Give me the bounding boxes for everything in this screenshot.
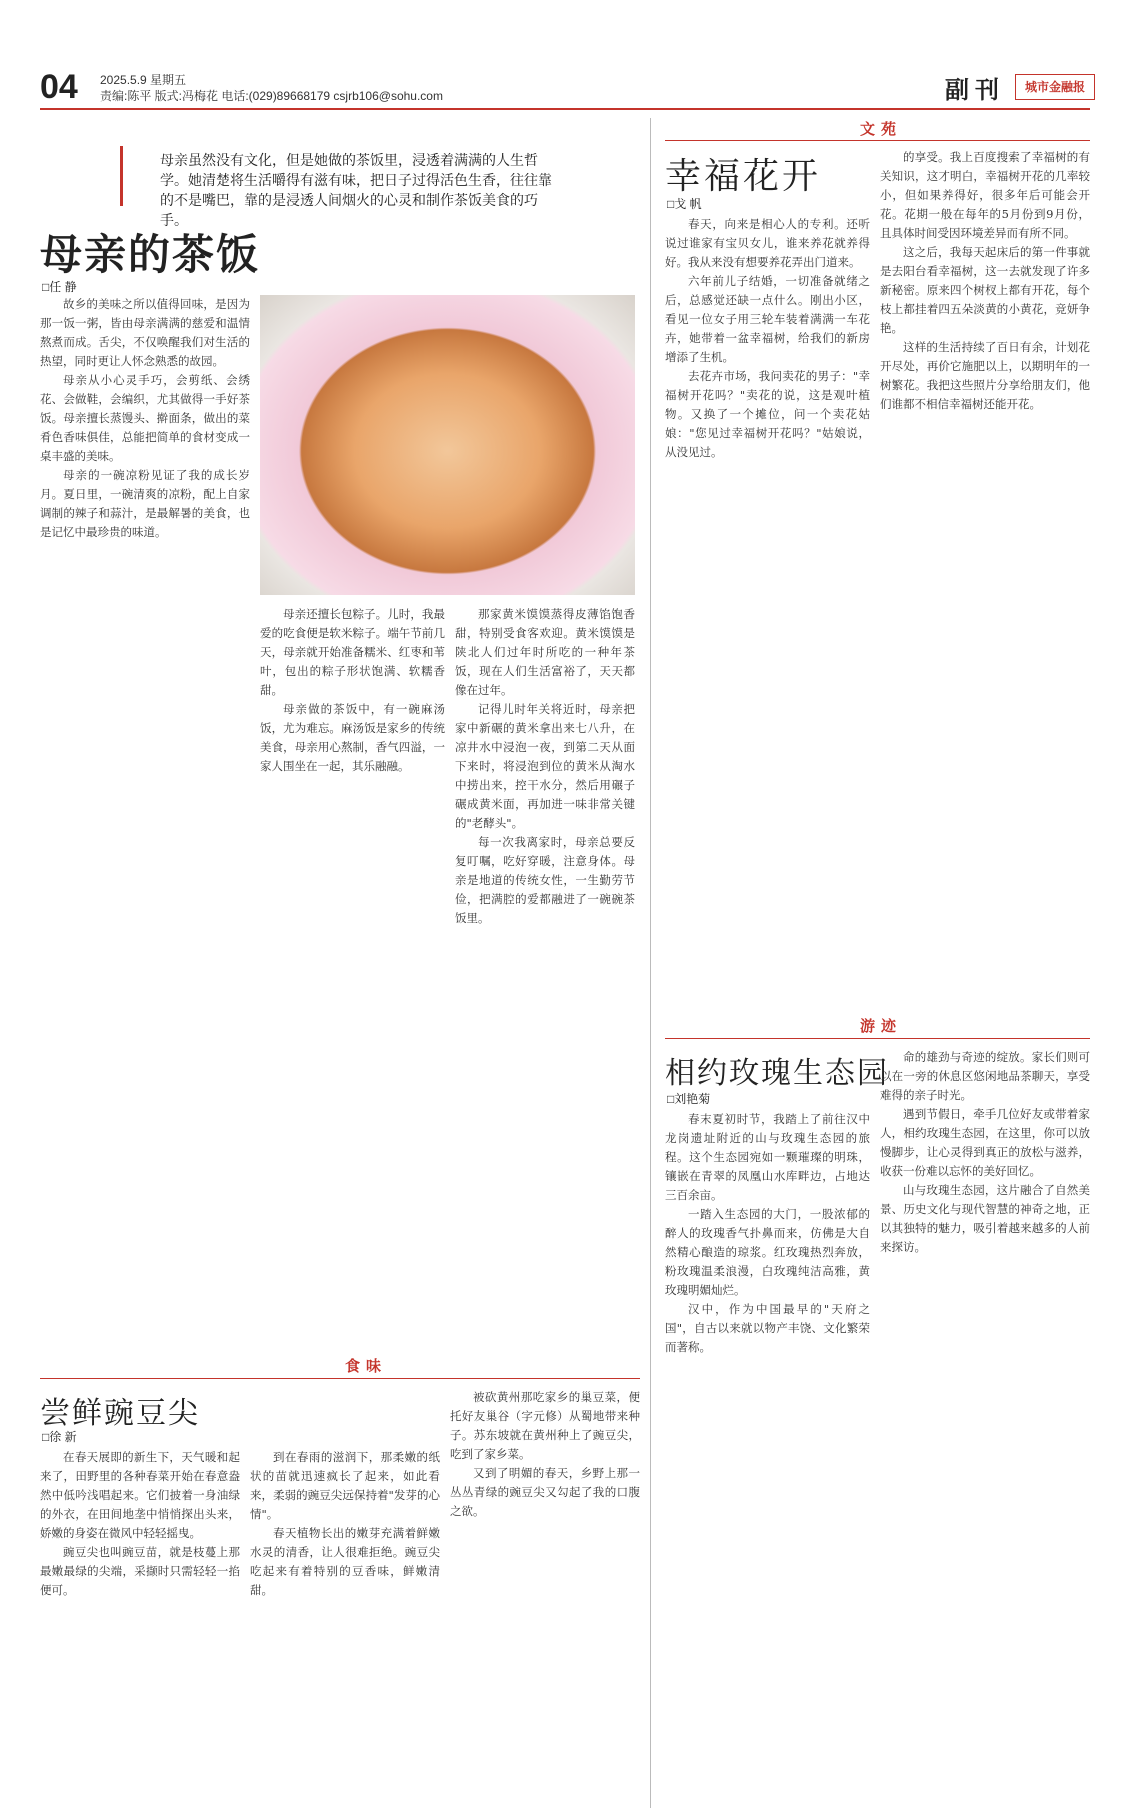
masthead-badge: 城市金融报: [1015, 74, 1095, 100]
paragraph: 春末夏初时节，我踏上了前往汉中龙岗遗址附近的山与玫瑰生态园的旅程。这个生态园宛如一颗璀璨的明珠，镶嵌在青翠的凤凰山水库畔边，占地达三百余亩。: [665, 1112, 870, 1202]
article1-col2: [260, 605, 445, 1345]
page-meta: [100, 72, 443, 104]
column-divider: [650, 118, 651, 1808]
paragraph: 命的雄劲与奇迹的绽放。家长们则可以在一旁的休息区悠闲地品茶聊天，享受难得的亲子时光。: [880, 1050, 1090, 1102]
paragraph: 汉中，作为中国最早的"天府之国"，自古以来就以物产丰饶、文化繁荣而著称。: [665, 1302, 870, 1354]
paragraph: 被砍黄州那吃家乡的巢豆菜，便托好友巢谷（字元修）从蜀地带来种子。苏东坡就在黄州种上了豌豆尖，吃到了家乡菜。: [450, 1390, 640, 1461]
article4-author: □徐 新: [42, 1430, 77, 1444]
article3-col2: [880, 1048, 1090, 1800]
paragraph: 在春天展即的新生下，天气暖和起来了，田野里的各种春菜开始在春意盎然中低吟浅唱起来。它们披着一身油绿的外衣，在田间地垄中悄悄探出头来，娇嫩的身姿在微风中轻轻摇曳。: [40, 1450, 240, 1540]
article3-author: □刘艳菊: [667, 1092, 711, 1106]
staff-credits: 责编:陈平 版式:冯梅花 电话:(029)89668179 csjrb106@sohu.com: [100, 89, 443, 103]
paragraph: 母亲从小心灵手巧，会剪纸、会绣花、会做鞋，会编织，尤其做得一手好茶饭。母亲擅长蒸馒头、擀面条，做出的菜肴色香味俱佳，总能把简单的食材变成一桌丰盛的美味。: [40, 373, 250, 463]
paragraph: 母亲做的茶饭中，有一碗麻汤饭，尤为难忘。麻汤饭是家乡的传统美食，母亲用心熬制，香气四溢，一家人围坐在一起，其乐融融。: [260, 702, 445, 773]
paragraph: 每一次我离家时，母亲总要反复叮嘱，吃好穿暖，注意身体。母亲是地道的传统女性，一生勤劳节俭，把满腔的爱都融进了一碗碗茶饭里。: [455, 835, 635, 925]
lead-paragraph: 母亲虽然没有文化，但是她做的茶饭里，浸透着满满的人生哲学。她清楚将生活嚼得有滋有味，把日子过得活色生香，往往靠的不是嘴巴，靠的是浸透人间烟火的心灵和制作茶饭美食的巧手。: [160, 152, 552, 228]
paragraph: 山与玫瑰生态园，这片融合了自然美景、历史文化与现代智慧的神奇之地，正以其独特的魅力，吸引着越来越多的人前来探访。: [880, 1183, 1090, 1254]
paragraph: 豌豆尖也叫豌豆苗，就是枝蔓上那最嫩最绿的尖端，采撷时只需轻轻一掐便可。: [40, 1545, 240, 1597]
article2-title: 幸福花开: [665, 156, 822, 197]
paragraph: 母亲还擅长包粽子。儿时，我最爱的吃食便是软米粽子。端午节前几天，母亲就开始准备糯米、红枣和苇叶，包出的粽子形状饱满、软糯香甜。: [260, 607, 445, 697]
article2-author: □戈 帆: [667, 197, 702, 211]
paragraph: 这之后，我每天起床后的第一件事就是去阳台看幸福树，这一去就发现了许多新秘密。原来四个树杈上都有开花，每个枝上都挂着四五朵淡黄的小黄花，竞妍争艳。: [880, 245, 1090, 335]
header-rule: [40, 108, 1090, 110]
section-tag-wenyuan: 文苑: [860, 121, 903, 138]
paragraph: 到在春雨的滋润下，那柔嫩的纸状的苗就迅速疯长了起来，如此看来，柔弱的豌豆尖远保持着"发芽的心情"。: [250, 1450, 440, 1521]
section-rule: [665, 1038, 1090, 1039]
paragraph: 这样的生活持续了百日有余，计划花开尽处，再价它施肥以上，以期明年的一树繁花。我把这些照片分享给朋友们，他们谁都不相信幸福树还能开花。: [880, 340, 1090, 411]
paragraph: 去花卉市场，我问卖花的男子："幸福树开花吗？"卖花的说，这是观叶植物。又换了一个摊位，问一个卖花姑娘："您见过幸福树开花吗？"姑娘说，从没见过。: [665, 369, 870, 459]
paragraph: 母亲的一碗凉粉见证了我的成长岁月。夏日里，一碗清爽的凉粉，配上自家调制的辣子和蒜汁，是最解暑的美食，也是记忆中最珍贵的味道。: [40, 468, 250, 539]
article4-col1: [40, 1448, 240, 1800]
issue-date: 2025.5.9 星期五: [100, 73, 187, 87]
paragraph: 六年前儿子结婚，一切准备就绪之后，总感觉还缺一点什么。刚出小区，看见一位女子用三轮车装着满满一车花卉，她带着一盆幸福树，给我们的新房增添了生机。: [665, 274, 870, 364]
article3-title: 相约玫瑰生态园: [665, 1056, 889, 1091]
section-rule: [40, 1378, 640, 1379]
paragraph: 故乡的美味之所以值得回味，是因为那一饭一粥，皆由母亲满满的慈爱和温情熬煮而成。舌尖，不仅唤醒我们对生活的热望，同时更让人怀念熟悉的故园。: [40, 297, 250, 368]
paragraph: 的享受。我上百度搜索了幸福树的有关知识，这才明白，幸福树开花的几率较小，但如果养得好，很多年后可能会开花。花期一般在每年的5月份到9月份，且具体时间受因环境差异而有所不同。: [880, 150, 1090, 240]
article3-col1: [665, 1110, 870, 1800]
paragraph: 一踏入生态园的大门，一股浓郁的醉人的玫瑰香气扑鼻而来，仿佛是大自然精心酿造的琼浆。红玫瑰热烈奔放，粉玫瑰温柔浪漫，白玫瑰纯洁高雅，黄玫瑰明媚灿烂。: [665, 1207, 870, 1297]
article1-author: □任 静: [42, 280, 77, 294]
section-title: 副刊: [945, 77, 1005, 104]
lead-accent: [120, 146, 123, 206]
section-rule: [665, 140, 1090, 141]
paragraph: 春天，向来是相心人的专利。还听说过谁家有宝贝女儿，谁来养花就养得好。我从来没有想要养花弄出门道来。: [665, 217, 870, 269]
article4-col2: [250, 1448, 440, 1800]
paragraph: 记得儿时年关将近时，母亲把家中新碾的黄米拿出来七八升，在凉井水中浸泡一夜，到第二天从面下来时，将浸泡到位的黄米从淘水中捞出来，控干水分，然后用碾子碾成黄米面，再加进一味非常关键的"老酵头"。: [455, 702, 635, 830]
article2-col2: [880, 148, 1090, 998]
article4-title: 尝鲜豌豆尖: [40, 1396, 200, 1431]
article1-col3: [455, 605, 635, 1345]
article4-col3: [450, 1388, 640, 1800]
food-photo: [260, 295, 635, 595]
section-tag-youji: 游迹: [860, 1018, 903, 1035]
page-number: 04: [40, 68, 78, 106]
paragraph: 又到了明媚的春天，乡野上那一丛丛青绿的豌豆尖又勾起了我的口腹之欲。: [450, 1466, 640, 1518]
paragraph: 春天植物长出的嫩芽充满着鲜嫩水灵的清香，让人很难拒绝。豌豆尖吃起来有着特别的豆香味，鲜嫩清甜。: [250, 1526, 440, 1597]
article2-col1: [665, 215, 870, 995]
article1-col1: [40, 295, 250, 1345]
article1-title: 母亲的茶饭: [40, 230, 261, 279]
paragraph: 那家黄米馍馍蒸得皮薄馅饱香甜，特别受食客欢迎。黄米馍馍是陕北人们过年时所吃的一种年茶饭，现在人们生活富裕了，天天都像在过年。: [455, 607, 635, 697]
section-tag-shiwei: 食味: [345, 1358, 388, 1375]
paragraph: 遇到节假日，牵手几位好友或带着家人，相约玫瑰生态园，在这里，你可以放慢脚步，让心灵得到真正的放松与滋养，收获一份难以忘怀的美好回忆。: [880, 1107, 1090, 1178]
